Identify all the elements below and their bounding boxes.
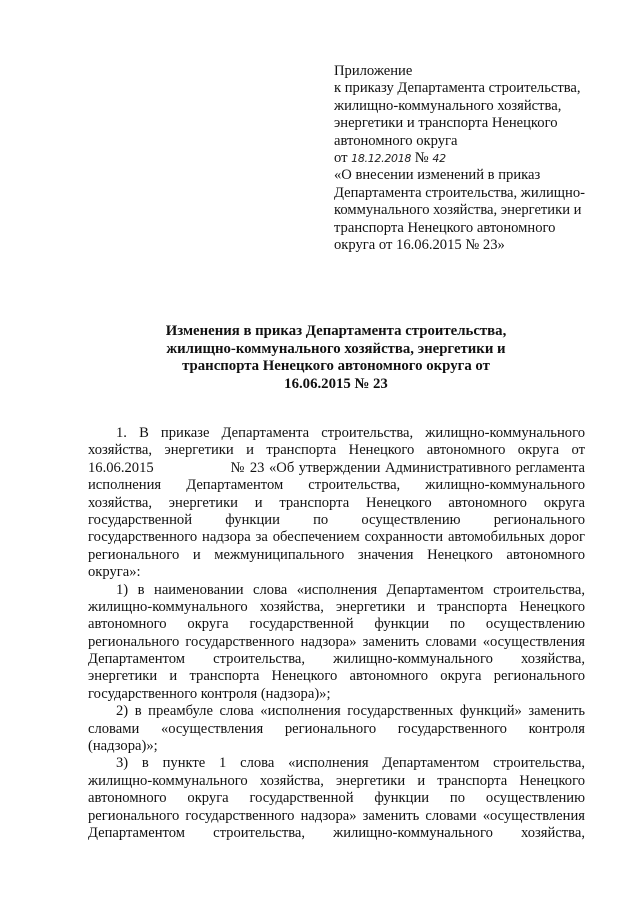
item-1-line: жилищно-коммунального хозяйства, энергетики и транспорта Ненецкого	[88, 598, 585, 615]
paragraph-1-date-line	[88, 460, 585, 477]
item-2-line: 2) в преамбуле слова «исполнения государственных функций» заменить	[116, 703, 585, 720]
item-3-line: жилищно-коммунального хозяйства, энергетики и транспорта Ненецкого	[88, 772, 585, 789]
item-1-line: 1) в наименовании слова «исполнения Департаментом строительства,	[116, 581, 585, 598]
item-1-line: регионального государственного надзора» заменить словами «осуществления	[88, 633, 585, 650]
item-1-line: государственного контроля (надзора)»;	[88, 685, 331, 702]
number-prefix: №	[414, 150, 429, 167]
item-3-line: регионального государственного надзора» заменить словами «осуществления	[88, 807, 585, 824]
paragraph-1-line: округа»:	[88, 564, 141, 581]
paragraph-1-line: исполнения Департаментом строительства, жилищно-коммунального	[88, 477, 585, 494]
handwritten-number: 42	[432, 152, 446, 166]
title-line: транспорта Ненецкого автономного округа от	[182, 358, 490, 375]
subject-line: Департамента строительства, жилищно-	[334, 184, 585, 201]
paragraph-1-line: регионального и межмуниципального значения Ненецкого автономного	[88, 546, 585, 563]
paragraph-1-line: государственного надзора за обеспечением сохранности автомобильных дорог	[88, 529, 585, 546]
paragraph-1-rest: № 23 «Об утверждении Административного регламента	[229, 459, 585, 476]
appendix-line: автономного округа	[334, 132, 458, 149]
appendix-line: жилищно-коммунального хозяйства,	[334, 97, 562, 114]
item-1-line: Департаментом строительства, жилищно-коммунального хозяйства,	[88, 651, 585, 668]
item-1-line: автономного округа государственной функции по осуществлению	[88, 616, 585, 633]
item-2-line: (надзора)»;	[88, 738, 158, 755]
item-3-line: автономного округа государственной функции по осуществлению	[88, 790, 585, 807]
order-date-number	[334, 150, 606, 167]
paragraph-1-date: 16.06.2015	[88, 459, 154, 476]
title-line: жилищно-коммунального хозяйства, энергетики и	[166, 340, 506, 357]
appendix-line: Приложение	[334, 63, 413, 79]
appendix-line: энергетики и транспорта Ненецкого	[334, 115, 558, 132]
paragraph-1-line: хозяйства, энергетики и транспорта Ненецкого автономного округа от	[88, 442, 585, 459]
appendix-header	[334, 63, 606, 254]
item-3-line: 3) в пункте 1 слова «исполнения Департаментом строительства,	[116, 755, 585, 772]
item-2-line: словами «осуществления регионального государственного контроля	[88, 720, 585, 737]
date-prefix: от	[334, 150, 348, 167]
title-line: 16.06.2015 № 23	[284, 375, 388, 392]
appendix-line: к приказу Департамента строительства,	[334, 80, 581, 97]
paragraph-1-line: хозяйства, энергетики и транспорта Ненецкого автономного округа	[88, 494, 585, 511]
handwritten-date: 18.12.2018	[351, 152, 412, 166]
title-line: Изменения в приказ Департамента строительства,	[165, 323, 507, 339]
subject-line: округа от 16.06.2015 № 23»	[334, 237, 505, 254]
subject-line: транспорта Ненецкого автономного	[334, 219, 556, 236]
item-3-line: Департаментом строительства, жилищно-коммунального хозяйства,	[88, 824, 585, 841]
document-title	[88, 323, 584, 393]
paragraph-1-line: 1. В приказе Департамента строительства, жилищно-коммунального	[116, 425, 585, 441]
paragraph-1-line: государственной функции по осуществлению регионального	[88, 511, 585, 528]
subject-line: коммунального хозяйства, энергетики и	[334, 202, 582, 219]
subject-line: «О внесении изменений в приказ	[334, 167, 541, 184]
item-1-line: энергетики и транспорта Ненецкого автономного округа регионального	[88, 668, 585, 685]
document-body	[88, 425, 585, 842]
